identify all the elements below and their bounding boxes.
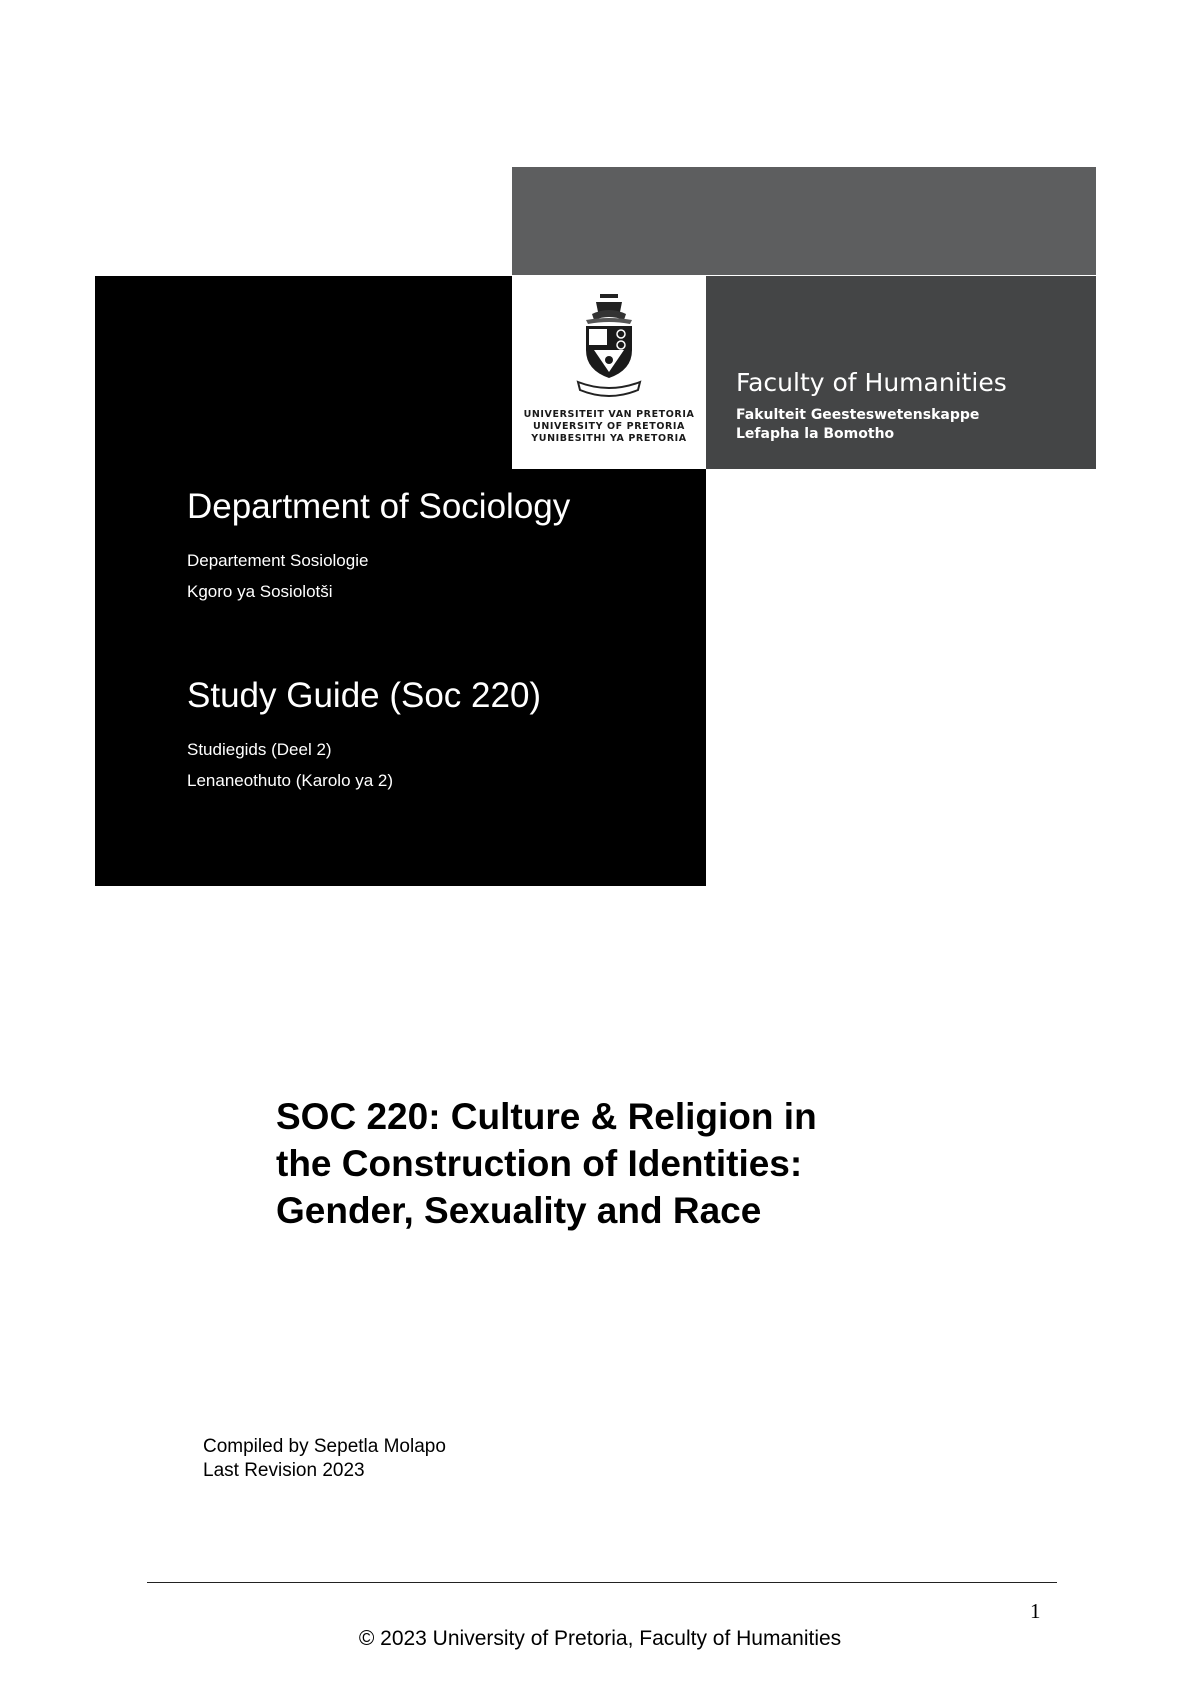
university-name-english: UNIVERSITY OF PRETORIA (533, 421, 685, 432)
course-title (276, 1093, 936, 1234)
copyright-notice: © 2023 University of Pretoria, Faculty of Humanities (358, 1627, 842, 1650)
department-title: Department of Sociology (187, 487, 571, 526)
study-guide-title: Study Guide (Soc 220) (187, 676, 542, 715)
footer-divider (147, 1582, 1057, 1583)
department-name-afrikaans: Departement Sosiologie (187, 551, 369, 570)
course-title-line-2: the Construction of Identities: (276, 1143, 803, 1184)
study-guide-sepedi: Lenaneothuto (Karolo ya 2) (187, 771, 394, 790)
faculty-name-sepedi: Lefapha la Bomotho (736, 426, 895, 442)
university-name-afrikaans: UNIVERSITEIT VAN PRETORIA (523, 409, 695, 420)
study-guide-afrikaans: Studiegids (Deel 2) (187, 740, 332, 759)
top-grey-band (512, 167, 1096, 275)
faculty-title: Faculty of Humanities (736, 368, 1007, 397)
faculty-name-afrikaans: Fakulteit Geesteswetenskappe (736, 407, 980, 423)
university-name-sepedi: YUNIBESITHI YA PRETORIA (531, 433, 687, 444)
last-revision: Last Revision 2023 (203, 1460, 365, 1481)
page-number: 1 (1030, 1599, 1041, 1623)
department-name-sepedi: Kgoro ya Sosiolotši (187, 582, 333, 601)
course-title-line-3: Gender, Sexuality and Race (276, 1190, 762, 1231)
compiled-by: Compiled by Sepetla Molapo (203, 1436, 446, 1457)
university-crest-icon (574, 290, 644, 402)
course-title-line-1: SOC 220: Culture & Religion in (276, 1096, 817, 1137)
